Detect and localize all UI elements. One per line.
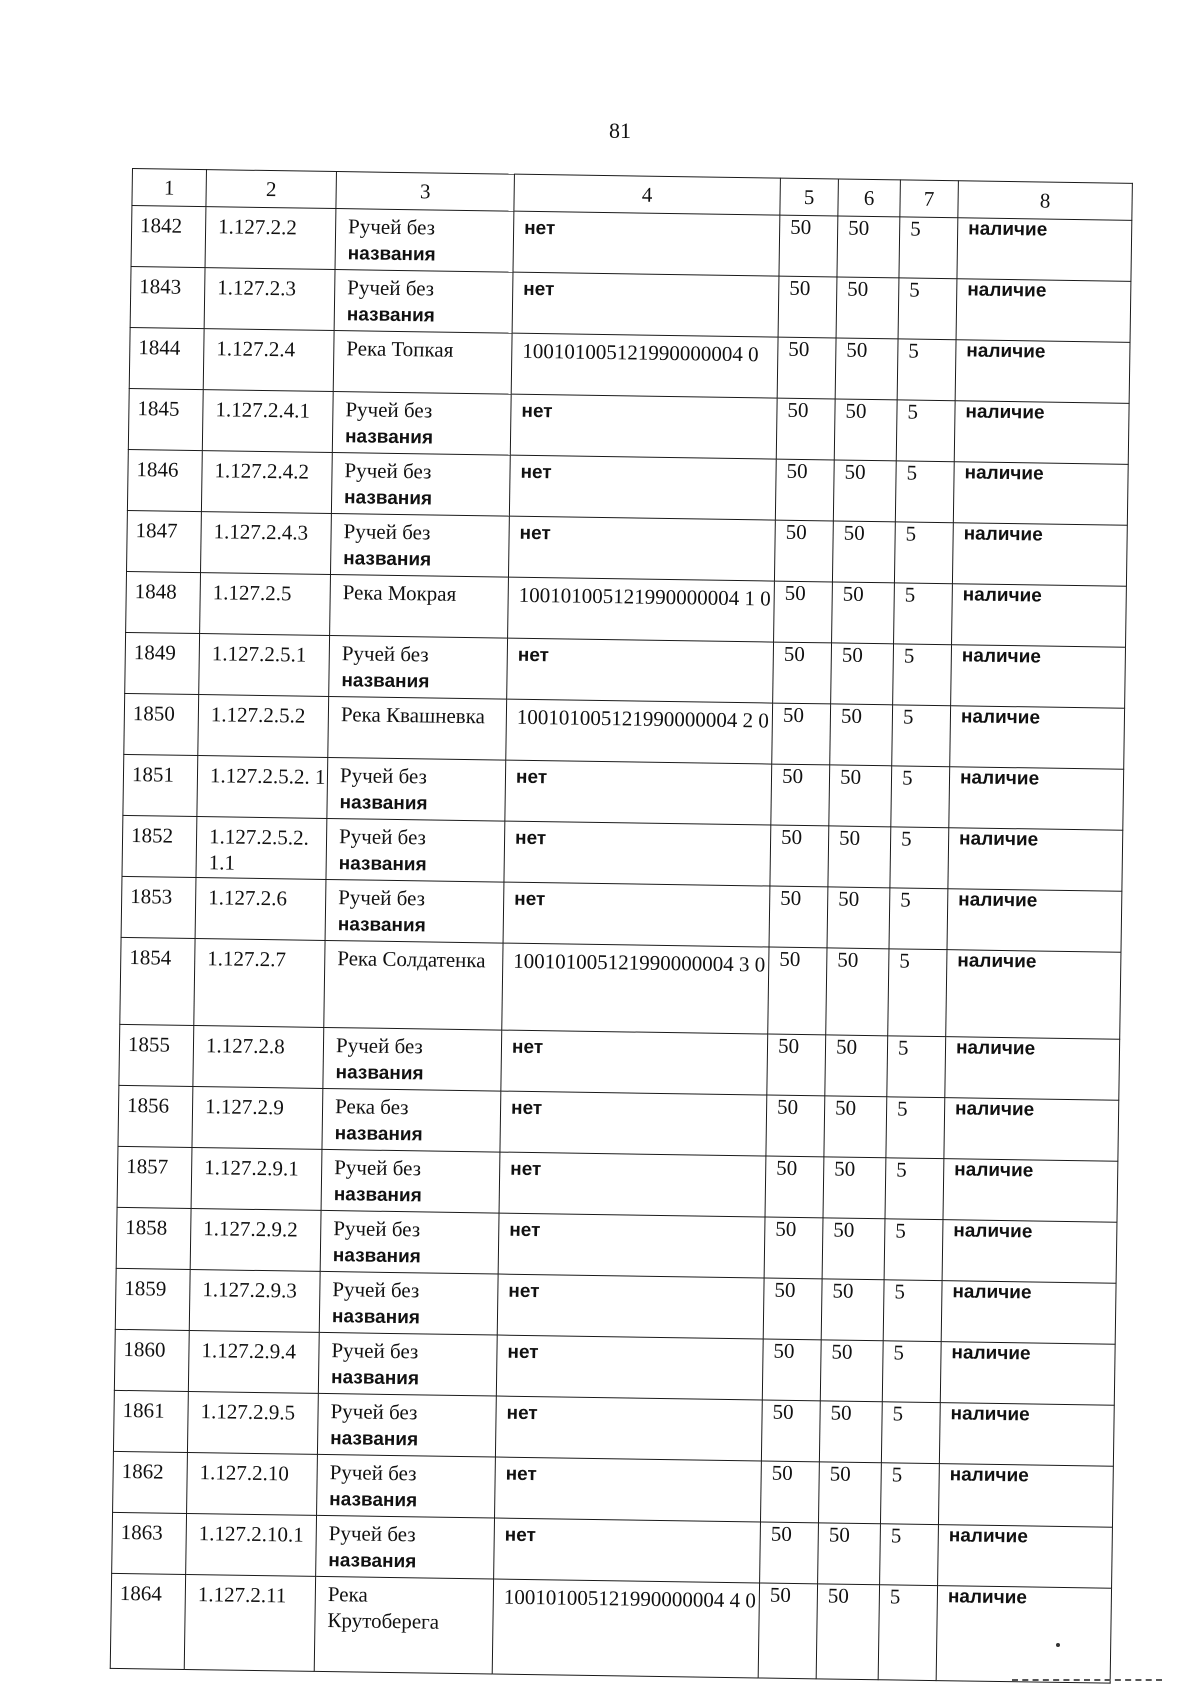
value-cell-6: 50 [827,887,890,949]
water-body-name-cell [329,635,508,699]
value-cell-7: 5 [897,339,956,401]
water-body-name-line-2: названия [343,548,432,571]
water-body-name-cell [328,696,507,760]
registry-id-cell: нет [496,1335,763,1400]
status-cell: наличие [953,462,1128,526]
water-body-name-cell [330,513,509,577]
registry-id-cell: нет [510,394,777,459]
scan-edge-mark [1012,1679,1162,1683]
scan-speck [1056,1643,1060,1647]
value-cell-6: 50 [816,1584,879,1680]
registry-id-cell: нет [509,455,776,520]
column-header-6: 6 [838,179,901,217]
value-cell-5: 50 [773,642,832,704]
status-cell: наличие [957,218,1132,282]
status-cell: наличие [956,279,1131,343]
water-body-name-line-2: названия [331,1306,421,1329]
value-cell-5: 50 [769,886,828,948]
table-row [120,937,1121,1039]
row-number-cell: 1862 [113,1451,188,1513]
object-code-cell: 1.127.2.9.3 [189,1269,320,1332]
value-cell-7: 5 [887,1036,946,1098]
value-cell-7: 5 [894,583,953,645]
status-cell: наличие [946,950,1121,1040]
object-code-cell: 1.127.2.9.1 [191,1147,322,1210]
object-code-cell: 1.127.2.8 [193,1026,324,1089]
water-body-name-line-1: Ручей без [345,397,433,423]
row-number-cell: 1860 [114,1329,189,1391]
row-number-cell: 1843 [130,266,205,328]
value-cell-7: 5 [886,1097,945,1159]
value-cell-5: 50 [777,337,836,399]
table-body [110,206,1132,1684]
row-number-cell: 1849 [125,632,200,694]
object-code-cell: 1.127.2.10 [187,1452,318,1515]
status-cell: наличие [952,584,1127,648]
water-body-name-line-1: Река Топкая [346,336,454,362]
value-cell-6: 50 [837,216,900,278]
value-cell-7: 5 [894,522,953,584]
water-body-name-line-1: Ручей без [328,1521,416,1547]
row-number-cell: 1863 [112,1512,187,1574]
value-cell-7: 5 [891,766,950,828]
object-code-cell: 1.127.2.3 [204,268,335,331]
status-cell: наличие [949,767,1124,831]
water-body-name-line-2: названия [329,1489,418,1512]
value-cell-6: 50 [828,826,891,888]
row-number-cell: 1861 [113,1390,188,1452]
status-cell: наличие [939,1403,1114,1467]
value-cell-7: 5 [881,1402,940,1464]
row-number-cell: 1856 [118,1085,193,1147]
value-cell-6: 50 [833,460,896,522]
column-header-3: 3 [336,172,515,212]
row-number-cell: 1844 [129,327,204,389]
water-body-name-line-2: названия [328,1550,417,1573]
row-number-cell: 1845 [128,388,203,450]
water-body-name-line-2: Крутоберега [327,1608,440,1634]
value-cell-5: 50 [771,764,830,826]
water-body-name-line-2: названия [344,426,434,449]
value-cell-5: 50 [761,1400,820,1462]
water-body-name-line-1: Ручей без [333,1216,421,1242]
registry-id-cell: нет [497,1274,764,1339]
object-code-cell: 1.127.2.5.2. 1.1 [196,817,327,880]
status-cell: наличие [944,1098,1119,1162]
value-cell-6: 50 [832,582,895,644]
water-body-name-line-1: Ручей без [332,1277,420,1303]
value-cell-7: 5 [880,1524,939,1586]
value-cell-6: 50 [834,399,897,461]
status-cell: наличие [941,1281,1116,1345]
water-body-name-line-1: Ручей без [344,458,432,484]
water-body-name-line-1: Ручей без [347,214,436,240]
water-body-name-line-1: Ручей без [329,1460,417,1486]
water-body-name-line-2: названия [332,1245,422,1268]
status-cell: наличие [942,1220,1117,1284]
water-body-name-line-1: Ручей без [335,1033,424,1059]
value-cell-5: 50 [764,1217,823,1279]
value-cell-6: 50 [821,1279,884,1341]
value-cell-5: 50 [767,1034,826,1096]
water-body-name-line-1: Ручей без [338,824,427,850]
value-cell-6: 50 [836,277,899,339]
value-cell-5: 50 [770,825,829,887]
value-cell-7: 5 [898,278,957,340]
column-header-8: 8 [958,181,1133,221]
column-header-4: 4 [514,174,781,215]
row-number-cell: 1859 [115,1268,190,1330]
water-body-name-cell [323,1027,502,1091]
value-cell-6: 50 [832,521,895,583]
value-cell-5: 50 [775,459,834,521]
water-body-name-line-2: названия [343,487,433,510]
value-cell-7: 5 [890,827,949,889]
value-cell-5: 50 [760,1522,819,1584]
value-cell-6: 50 [830,704,893,766]
water-body-name-line-1: Ручей без [334,1155,422,1181]
water-body-name-line-1: Ручей без [331,1338,419,1364]
water-body-name-cell [331,453,510,517]
object-code-cell: 1.127.2.4.2 [201,451,332,514]
page-number: 81 [609,118,631,143]
water-body-name-line-2: названия [335,1062,424,1085]
value-cell-7: 5 [885,1158,944,1220]
value-cell-7: 5 [878,1585,937,1681]
water-body-name-line-2: названия [339,792,428,815]
value-cell-6: 50 [818,1462,881,1524]
object-code-cell: 1.127.2.6 [195,878,326,941]
water-body-name-cell [335,209,514,273]
water-body-name-cell [316,1515,495,1579]
value-cell-5: 50 [758,1583,817,1679]
row-number-cell: 1855 [119,1024,194,1086]
value-cell-7: 5 [896,400,955,462]
water-body-name-line-2: названия [334,1123,423,1146]
value-cell-6: 50 [835,338,898,400]
column-header-5: 5 [780,178,839,216]
value-cell-6: 50 [826,948,889,1036]
registry-id-cell: нет [512,272,779,337]
object-code-cell: 1.127.2.11 [184,1574,315,1671]
value-cell-5: 50 [760,1461,819,1523]
value-cell-7: 5 [895,461,954,523]
value-cell-5: 50 [762,1339,821,1401]
water-body-name-cell [330,574,509,638]
status-cell: наличие [943,1159,1118,1223]
water-body-name-cell [321,1149,500,1213]
object-code-cell: 1.127.2.10.1 [186,1513,317,1576]
row-number-cell: 1854 [120,937,195,1025]
value-cell-7: 5 [883,1280,942,1342]
row-number-cell: 1851 [123,754,198,816]
registry-id-cell: нет [504,821,771,886]
registry-id-cell: 100101005121990000004 1 0 [508,577,775,642]
water-body-name-line-2: названия [330,1428,419,1451]
water-body-name-cell [326,818,505,882]
object-code-cell: 1.127.2.9 [192,1087,323,1150]
object-code-cell: 1.127.2.7 [194,939,325,1028]
column-header-1: 1 [132,169,207,207]
value-cell-6: 50 [824,1096,887,1158]
status-cell: наличие [948,828,1123,892]
value-cell-6: 50 [831,643,894,705]
value-cell-6: 50 [822,1218,885,1280]
registry-table [110,168,1133,1684]
water-body-name-line-2: названия [341,670,430,693]
registry-id-cell: 100101005121990000004 2 0 [506,699,773,764]
water-body-name-line-1: Ручей без [341,641,429,667]
value-cell-6: 50 [820,1340,883,1402]
water-body-name-cell [334,270,513,334]
object-code-cell: 1.127.2.9.4 [188,1330,319,1393]
object-code-cell: 1.127.2.5.2 [198,695,329,758]
water-body-name-cell [325,879,504,943]
row-number-cell: 1857 [117,1146,192,1208]
object-code-cell: 1.127.2.4 [203,329,334,392]
water-body-name-cell [327,757,506,821]
water-body-name-cell [319,1271,498,1335]
water-body-name-line-2: названия [330,1367,420,1390]
status-cell: наличие [938,1464,1113,1528]
registry-id-cell: 100101005121990000004 0 [511,333,778,398]
registry-id-cell: 100101005121990000004 4 0 [492,1579,759,1678]
registry-id-cell: нет [494,1518,761,1583]
registry-id-cell: нет [498,1213,765,1278]
status-cell: наличие [954,401,1129,465]
object-code-cell: 1.127.2.2 [205,207,336,270]
water-body-name-cell [317,1454,496,1518]
registry-id-cell: нет [495,1457,762,1522]
value-cell-5: 50 [778,276,837,338]
registry-table-wrapper [110,168,1132,1684]
water-body-name-cell [317,1393,496,1457]
value-cell-5: 50 [763,1278,822,1340]
status-cell: наличие [955,340,1130,404]
value-cell-7: 5 [889,888,948,950]
water-body-name-cell [318,1332,497,1396]
value-cell-5: 50 [776,398,835,460]
water-body-name-line-1: Ручей без [338,885,426,911]
value-cell-6: 50 [819,1401,882,1463]
value-cell-5: 50 [772,703,831,765]
registry-id-cell: нет [503,882,770,947]
value-cell-5: 50 [766,1095,825,1157]
value-cell-7: 5 [888,949,947,1037]
water-body-name-line-2: названия [347,243,436,266]
water-body-name-line-1: Река Квашневка [340,702,486,729]
value-cell-7: 5 [899,217,958,279]
water-body-name-line-1: Ручей без [330,1399,418,1425]
value-cell-6: 50 [825,1035,888,1097]
object-code-cell: 1.127.2.5.2. 1 [197,756,328,819]
status-cell: наличие [951,645,1126,709]
row-number-cell: 1848 [126,571,201,633]
value-cell-6: 50 [829,765,892,827]
water-body-name-cell [333,331,512,395]
value-cell-5: 50 [774,581,833,643]
value-cell-7: 5 [880,1463,939,1525]
water-body-name-cell [322,1088,501,1152]
water-body-name-line-2: названия [346,304,435,327]
column-header-7: 7 [900,180,959,218]
registry-id-cell: нет [499,1152,766,1217]
row-number-cell: 1847 [127,510,202,572]
water-body-name-line-1: Река [327,1582,368,1607]
status-cell: наличие [947,889,1122,953]
registry-id-cell: нет [495,1396,762,1461]
water-body-name-cell [314,1576,493,1674]
water-body-name-line-1: Река Солдатенка [337,946,486,973]
row-number-cell: 1858 [116,1207,191,1269]
object-code-cell: 1.127.2.4.3 [201,512,332,575]
status-cell: наличие [940,1342,1115,1406]
value-cell-5: 50 [774,520,833,582]
water-body-name-cell [324,940,503,1030]
registry-id-cell: нет [501,1030,768,1095]
registry-id-cell: нет [507,638,774,703]
value-cell-7: 5 [892,705,951,767]
row-number-cell: 1864 [110,1573,185,1669]
value-cell-5: 50 [765,1156,824,1218]
row-number-cell: 1853 [121,876,196,938]
water-body-name-cell [332,392,511,456]
object-code-cell: 1.127.2.4.1 [202,390,333,453]
value-cell-7: 5 [893,644,952,706]
registry-id-cell: нет [505,760,772,825]
water-body-name-line-2: названия [333,1184,422,1207]
object-code-cell: 1.127.2.5.1 [199,634,330,697]
water-body-name-line-2: названия [338,853,427,876]
table-row [110,1573,1111,1683]
status-cell: наличие [952,523,1127,587]
status-cell: наличие [950,706,1125,770]
water-body-name-line-1: Ручей без [339,763,428,789]
object-code-cell: 1.127.2.5 [200,573,331,636]
registry-id-cell: нет [500,1091,767,1156]
column-header-2: 2 [206,170,337,209]
object-code-cell: 1.127.2.9.5 [187,1391,318,1454]
water-body-name-line-1: Ручей без [343,519,431,545]
water-body-name-line-1: Ручей без [347,275,435,301]
status-cell: наличие [936,1586,1111,1684]
value-cell-7: 5 [882,1341,941,1403]
water-body-name-line-1: Река Мокрая [342,580,457,606]
status-cell: наличие [938,1525,1113,1589]
object-code-cell: 1.127.2.9.2 [190,1208,321,1271]
row-number-cell: 1842 [131,206,206,268]
value-cell-7: 5 [884,1219,943,1281]
water-body-name-line-1: Река без [334,1094,409,1120]
status-cell: наличие [945,1037,1120,1101]
water-body-name-cell [320,1210,499,1274]
value-cell-6: 50 [818,1523,881,1585]
registry-id-cell: нет [508,516,775,581]
row-number-cell: 1852 [122,815,197,877]
value-cell-5: 50 [779,215,838,277]
water-body-name-line-2: названия [337,914,426,937]
value-cell-6: 50 [823,1157,886,1219]
registry-id-cell: 100101005121990000004 3 0 [502,943,769,1034]
row-number-cell: 1846 [127,449,202,511]
row-number-cell: 1850 [124,693,199,755]
value-cell-5: 50 [768,947,827,1035]
registry-id-cell: нет [513,211,780,276]
